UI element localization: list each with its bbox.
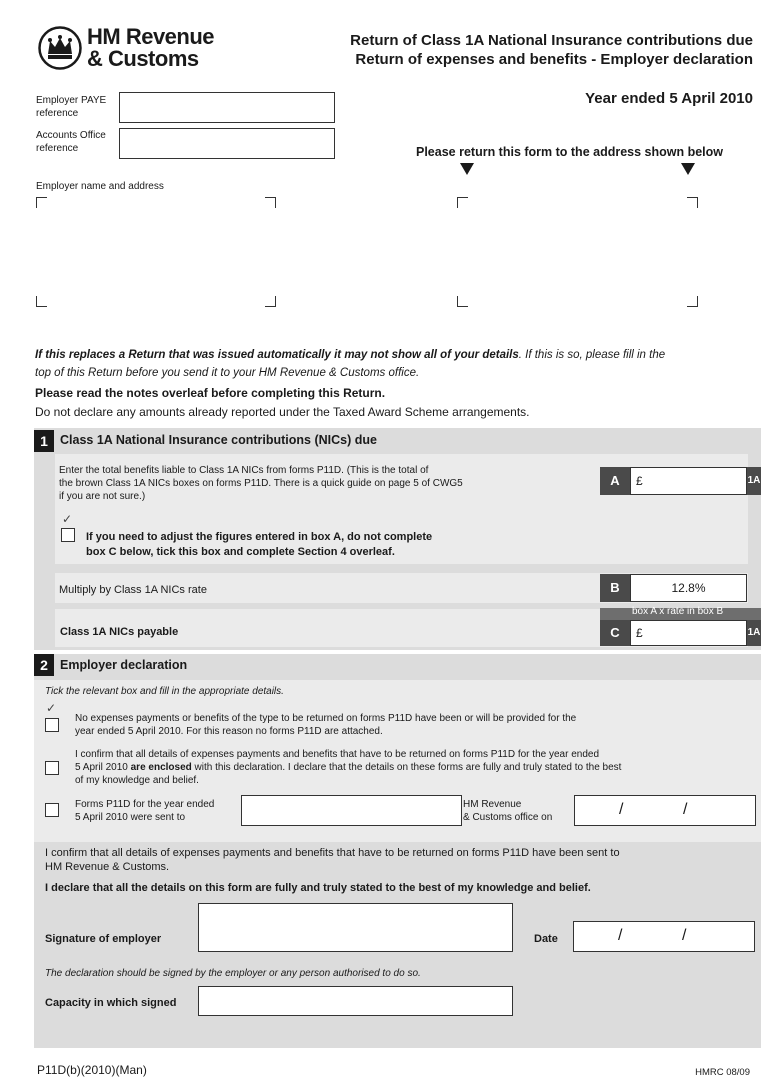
adjust-box-a-checkbox[interactable] [61,528,75,542]
form-reference: P11D(b)(2010)(Man) [37,1063,147,1077]
intro-line-3: Please read the notes overleaf before completing this Return. [35,386,386,400]
confirm-text: I confirm that all details of expenses payments and benefits that have to be returned on forms P11D have been sent to HM Revenue & Customs. [45,847,620,873]
corner-mark [457,197,468,208]
date-separator: / [618,927,623,944]
tick-instruction: Tick the relevant box and fill in the appropriate details. [45,686,284,697]
return-address-note: Please return this form to the address shown below [416,145,724,159]
sent-date-field[interactable] [574,795,756,826]
logo-line-2: & Customs [87,46,199,71]
rate-value: 12.8% [671,581,706,595]
signature-label: Signature of employer [45,933,162,945]
box-c-label: C [600,620,630,646]
currency-symbol: £ [636,474,643,488]
paye-reference-field[interactable] [119,92,335,123]
form-version: HMRC 08/09 [695,1067,750,1078]
box-c-formula: box A x rate in box B [632,606,724,617]
logo-line-1: HM Revenue [87,24,215,49]
forms-sent-checkbox[interactable] [45,803,59,817]
box-c-amount-field[interactable] [630,620,747,646]
paye-label: Employer PAYE reference [36,95,107,119]
box-c-tag: 1A [747,620,761,646]
corner-mark [265,197,276,208]
name-address-label: Employer name and address [36,181,164,192]
hmrc-logo [38,26,218,72]
forms-sent-to-field[interactable] [241,795,462,826]
section-2-title: Employer declaration [60,658,188,672]
intro-line-1: If this replaces a Return that was issued automatically it may not show all of your details. If this is so, please fill in the [35,349,666,361]
date-label: Date [534,933,558,945]
employer-address-area[interactable] [36,197,276,307]
box-b-rate-field [630,574,747,602]
date-separator: / [683,801,688,818]
crown-crest-icon [38,26,82,70]
payable-label: Class 1A NICs payable [60,626,179,638]
forms-sent-text: Forms P11D for the year ended 5 April 2010 were sent to [75,799,215,823]
form-title-1: Return of Class 1A National Insurance contributions due [350,32,753,49]
signature-date-field[interactable] [573,921,755,952]
tick-mark-icon: ✓ [46,701,57,715]
hmrc-office-label: HM Revenue & Customs office on [463,799,553,823]
adjust-box-a-text: If you need to adjust the figures entered in box A, do not complete box C below, tick this box and complete Section 4 overleaf. [86,531,433,558]
intro-line-4: Do not declare any amounts already reported under the Taxed Award Scheme arrangements. [35,405,530,419]
date-separator: / [682,927,687,944]
signature-field[interactable] [198,903,513,952]
arrow-down-icon-left [460,163,474,175]
section-1-number: 1 [34,430,54,452]
box-a-label: A [600,467,630,495]
forms-enclosed-text: I confirm that all details of expenses payments and benefits that have to be returned on forms P11D for the year ended 5 April 2010 are enclosed with this declaration. I declare that the details on these forms are fully and truly stated to the best of my knowledge and belief. [75,749,622,786]
year-ended: Year ended 5 April 2010 [585,90,753,107]
capacity-label: Capacity in which signed [45,997,177,1009]
date-separator: / [619,801,624,818]
corner-mark [457,296,468,307]
box-a-amount-field[interactable] [630,467,747,495]
accounts-office-label: Accounts Office reference [36,130,106,154]
section-2-number: 2 [34,654,54,676]
capacity-field[interactable] [198,986,513,1016]
signed-note: The declaration should be signed by the employer or any person authorised to do so. [45,968,421,979]
box-a-tag: 1A [747,467,761,495]
multiply-label: Multiply by Class 1A NICs rate [59,584,207,596]
currency-symbol: £ [636,626,643,640]
intro-line-2: top of this Return before you send it to your HM Revenue & Customs office. [35,367,420,379]
section-1-title: Class 1A National Insurance contributions (NICs) due [60,433,377,447]
no-expenses-text: No expenses payments or benefits of the type to be returned on forms P11D have been or will be provided for the year ended 5 April 2010. For this reason no forms P11D are attached. [75,713,577,737]
form-title-2: Return of expenses and benefits - Employer declaration [355,51,753,68]
corner-mark [687,197,698,208]
no-expenses-checkbox[interactable] [45,718,59,732]
accounts-office-reference-field[interactable] [119,128,335,159]
return-address-area [457,197,698,307]
corner-mark [265,296,276,307]
tick-mark-icon: ✓ [62,512,73,526]
corner-mark [36,296,47,307]
corner-mark [687,296,698,307]
corner-mark [36,197,47,208]
box-b-label: B [600,574,630,602]
arrow-down-icon-right [681,163,695,175]
box-a-instructions: Enter the total benefits liable to Class 1A NICs from forms P11D. (This is the total of the brown Class 1A NICs boxes on forms P11D. There is a quick guide on page 5 of CWG5 if you are not sure.) [59,465,463,502]
declare-text: I declare that all the details on this form are fully and truly stated to the best of my knowledge and belief. [45,882,591,894]
forms-enclosed-checkbox[interactable] [45,761,59,775]
